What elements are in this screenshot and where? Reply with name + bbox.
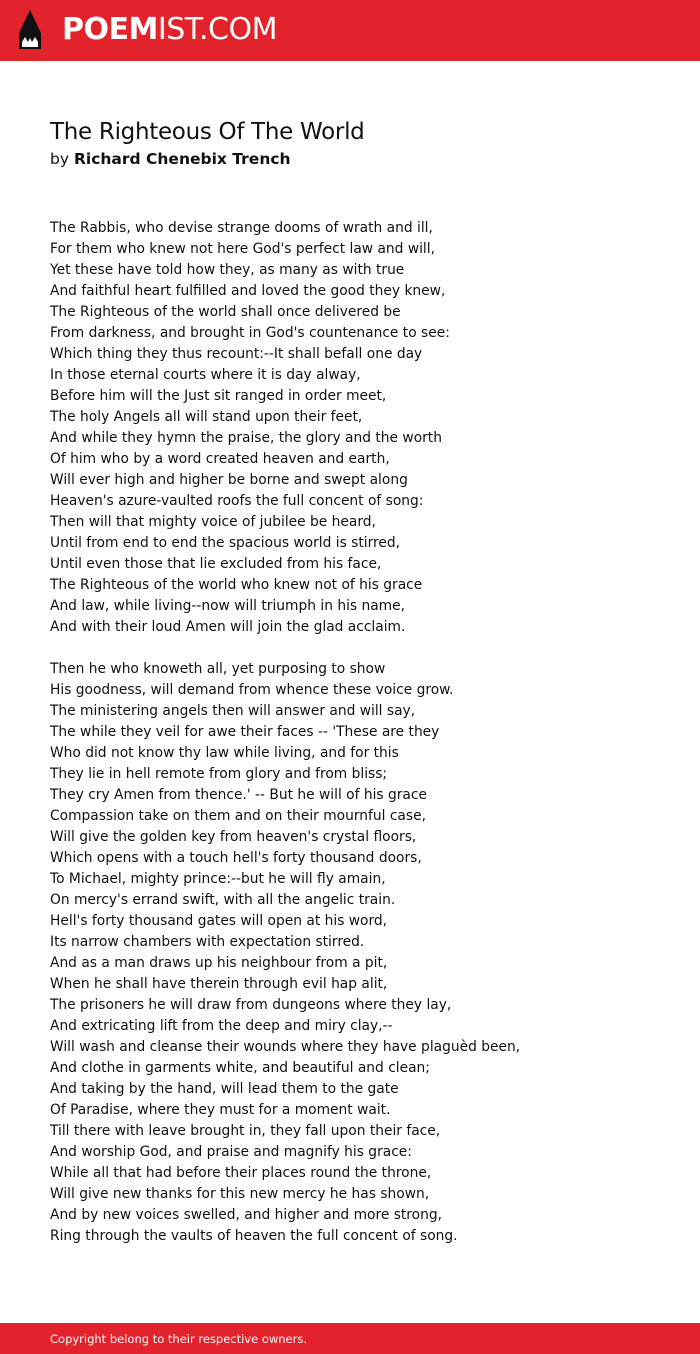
poem-line: To Michael, mighty prince:--but he will fly amain, [50,871,386,887]
poem-line: And with their loud Amen will join the glad acclaim. [50,619,406,635]
poem-line: And worship God, and praise and magnify his grace: [50,1144,412,1160]
poem-line: The prisoners he will draw from dungeons where they lay, [50,997,452,1013]
poem-line: And by new voices swelled, and higher and more strong, [50,1207,442,1223]
poem-line: Its narrow chambers with expectation stirred. [50,934,365,950]
poem-line: On mercy's errand swift, with all the angelic train. [50,892,396,908]
author-name: Richard Chenebix Trench [73,150,291,168]
poem-line: Will give new thanks for this new mercy he has shown, [50,1186,430,1202]
poem-line: And extricating lift from the deep and miry clay,-- [50,1018,393,1034]
poem-line: Until from end to end the spacious world is stirred, [50,535,401,551]
poem-line: Ring through the vaults of heaven the full concent of song. [50,1228,458,1244]
poem-line: From darkness, and brought in God's countenance to see: [50,325,450,341]
poem-line: The Righteous of the world who knew not of his grace [50,577,423,593]
poem-line: Till there with leave brought in, they fall upon their face, [50,1123,441,1139]
stanza-break [50,638,670,659]
poem-line: Will wash and cleanse their wounds where they have plaguèd been, [50,1039,521,1055]
poem-line: Yet these have told how they, as many as with true [50,262,405,278]
poem-line: And while they hymn the praise, the glory and the worth [50,430,442,446]
stanza [50,218,670,638]
by-prefix: by [50,150,70,168]
poem-line: And faithful heart fulfilled and loved the good they knew, [50,283,446,299]
stanza [50,659,670,1247]
poem-line: For them who knew not here God's perfect law and will, [50,241,435,257]
poem-title: The Righteous Of The World [50,119,365,145]
poem-line: Then will that mighty voice of jubilee be heard, [50,514,376,530]
poem-line: In those eternal courts where it is day alway, [50,367,361,383]
poem-line: Will ever high and higher be borne and swept along [50,472,408,488]
poem-line: And clothe in garments white, and beautiful and clean; [50,1060,430,1076]
poem-line: The Righteous of the world shall once delivered be [50,304,401,320]
site-logo[interactable] [62,10,277,50]
poem-line: When he shall have therein through evil hap alit, [50,976,388,992]
poem-line: Of Paradise, where they must for a moment wait. [50,1102,391,1118]
byline [50,149,291,169]
poem-body [50,218,670,1247]
poem-line: Before him will the Just sit ranged in order meet, [50,388,387,404]
logo-light-text: IST.COM [157,12,277,47]
pencil-icon[interactable] [17,9,43,51]
poem-line: And as a man draws up his neighbour from a pit, [50,955,388,971]
poem-line: Hell's forty thousand gates will open at his word, [50,913,388,929]
poem-line: The holy Angels all will stand upon their feet, [50,409,363,425]
poem-line: Then he who knoweth all, yet purposing to show [50,661,386,677]
copyright-text: Copyright belong to their respective owners. [50,1332,308,1346]
site-header [0,0,700,61]
poem-line: The while they veil for awe their faces -- 'These are they [50,724,440,740]
poem-line: Which opens with a touch hell's forty thousand doors, [50,850,422,866]
poem-line: The ministering angels then will answer and will say, [50,703,416,719]
poem-line: Of him who by a word created heaven and earth, [50,451,390,467]
poem-line: Heaven's azure-vaulted roofs the full concent of song: [50,493,424,509]
logo-bold-text: POEM [62,12,158,47]
poem-line: The Rabbis, who devise strange dooms of wrath and ill, [50,220,433,236]
poem-line: They lie in hell remote from glory and from bliss; [50,766,388,782]
poem-line: And law, while living--now will triumph in his name, [50,598,406,614]
poem-line: His goodness, will demand from whence these voice grow. [50,682,454,698]
site-footer [0,1323,700,1354]
poem-line: Who did not know thy law while living, and for this [50,745,399,761]
poem-line: They cry Amen from thence.' -- But he will of his grace [50,787,427,803]
poem-line: Will give the golden key from heaven's crystal floors, [50,829,417,845]
poem-line: Until even those that lie excluded from his face, [50,556,382,572]
poem-line: And taking by the hand, will lead them to the gate [50,1081,399,1097]
poem-line: Compassion take on them and on their mournful case, [50,808,426,824]
poem-line: While all that had before their places round the throne, [50,1165,432,1181]
poem-line: Which thing they thus recount:--It shall befall one day [50,346,423,362]
